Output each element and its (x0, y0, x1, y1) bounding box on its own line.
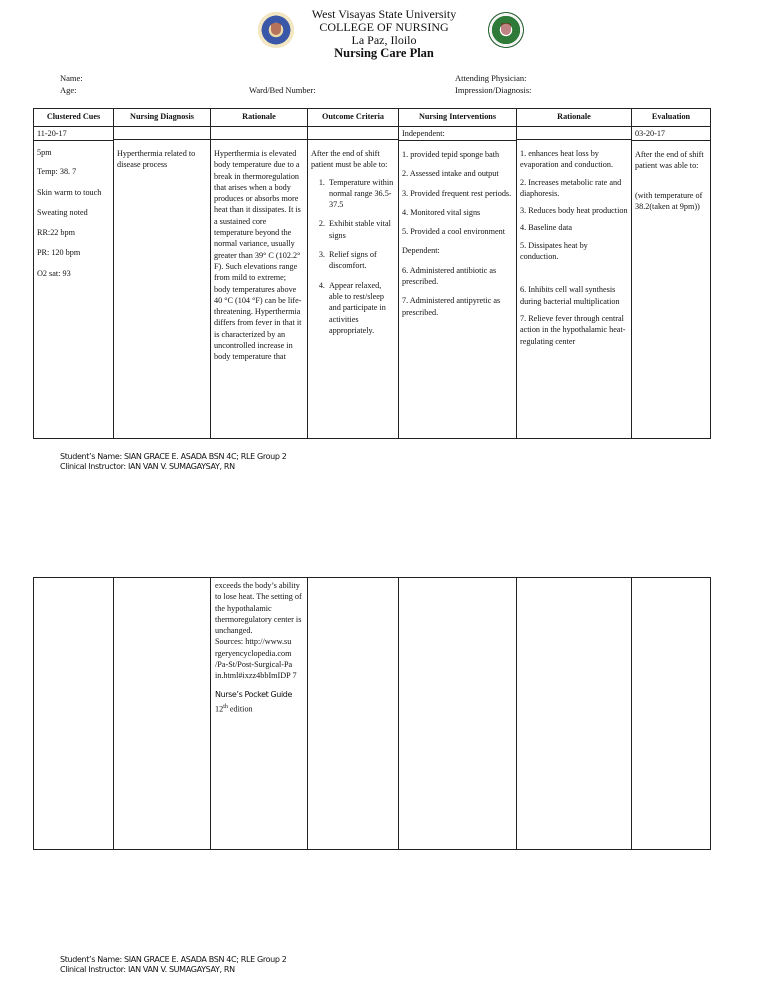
sources-text: Sources: http://www.su rgeryencyclopedia.com /Pa-St/Post-Surgical-Pa in.html#ixzz4bbImIDP 7 (215, 637, 297, 681)
university-name: West Visayas State University (311, 7, 457, 21)
cue-item: RR:22 bpm (37, 228, 75, 238)
care-plan-table-continued (33, 577, 711, 850)
intervention-item: 5. Provided a cool environment (402, 227, 506, 237)
eval-text: After the end of shift patient was able to: (635, 150, 704, 171)
impression-field: Impression/Diagnosis: (455, 85, 532, 95)
outcome-item: 2. Exhibit stable vital signs (327, 218, 395, 241)
intervention-item: 7. Administered antipyretic as prescribed. (402, 296, 501, 317)
cues-cell (34, 127, 114, 439)
int-rationale-cell (517, 127, 632, 439)
int-rationale-item: 2. Increases metabolic rate and diaphoresis. (520, 177, 622, 198)
table-row (34, 578, 711, 850)
int-rationale-item: 6. Inhibits cell wall synthesis during bacterial multiplication (520, 285, 620, 306)
col-header: Rationale (211, 109, 308, 127)
int-rationale-item: 5. Dissipates heat by conduction. (520, 240, 588, 262)
col-header: Nursing Interventions (399, 109, 517, 127)
name-field: Name: (60, 73, 83, 83)
intervention-item: 4. Monitored vital signs (402, 207, 481, 217)
outcome-cell-cont (308, 578, 399, 850)
intervention-item: 3. Provided frequent rest periods. (402, 188, 512, 198)
cue-item: O2 sat: 93 (37, 268, 71, 278)
table-row (34, 127, 711, 439)
outcome-item: 3. Relief signs of discomfort. (327, 249, 395, 272)
intervention-item: 6. Administered antibiotic as prescribed. (402, 265, 497, 287)
diagnosis-cell-cont (114, 578, 211, 850)
cue-date: 11-20-17 (34, 127, 113, 141)
cue-item: Skin warm to touch (37, 187, 102, 197)
location: La Paz, Iloilo (351, 33, 417, 47)
outcome-intro: After the end of shift patient must be able to: (311, 149, 388, 170)
outcome-item: 4. Appear relaxed, able to rest/sleep and participate in activities appropriately. (327, 280, 395, 336)
outcome-item: 1. Temperature within normal range 36.5-37.5 (327, 177, 395, 211)
outcome-cell (308, 127, 399, 439)
eval-date: 03-20-17 (632, 127, 710, 141)
diagnosis-text: Hyperthermia related to disease process (117, 149, 196, 170)
physician-field: Attending Physician: (455, 73, 527, 83)
rationale-text-cont: exceeds the body’s ability to lose heat. The setting of the hypothalamic thermoregulatory center is unchanged. (215, 581, 302, 636)
interventions-cell (399, 127, 517, 439)
intervention-item: 2. Assessed intake and output (402, 169, 499, 179)
col-header: Rationale (517, 109, 632, 127)
cue-item: Temp: 38. 7 (37, 167, 77, 177)
cue-item: Sweating noted (37, 207, 88, 217)
evaluation-cell (632, 127, 711, 439)
dependent-label: Dependent: (402, 246, 440, 256)
int-rationale-cell-cont (517, 578, 632, 850)
edition-word: edition (227, 704, 253, 714)
rationale-cell (211, 127, 308, 439)
int-rationale-item: 3. Reduces body heat production (520, 206, 628, 216)
edition-suffix: th (223, 703, 228, 710)
col-header: Nursing Diagnosis (114, 109, 211, 127)
evaluation-cell-cont (632, 578, 711, 850)
cues-cell-cont (34, 578, 114, 850)
student-name: Student’s Name: SIAN GRACE E. ASADA BSN 4C; RLE Group 2 (60, 955, 287, 964)
table-header-row (34, 109, 711, 127)
int-rationale-item: 4. Baseline data (520, 223, 573, 233)
cue-item: PR: 120 bpm (37, 248, 81, 258)
int-rationale-item: 1. enhances heat loss by evaporation and conduction. (520, 149, 613, 170)
doc-title: Nursing Care Plan (334, 46, 434, 60)
outcome-list (311, 177, 395, 337)
clinical-instructor: Clinical Instructor: IAN VAN V. SUMAGAYSAY, RN (60, 965, 235, 974)
rationale-cell-cont (211, 578, 308, 850)
col-header: Evaluation (632, 109, 711, 127)
clinical-instructor: Clinical Instructor: IAN VAN V. SUMAGAYSAY, RN (60, 462, 235, 471)
diagnosis-cell (114, 127, 211, 439)
int-rationale-item: 7. Relieve fever through central action in the hypothalamic heat-regulating center (520, 313, 626, 346)
intervention-item: 1. provided tepid sponge bath (402, 150, 500, 159)
edition-number: 12 (215, 704, 224, 714)
edition (215, 702, 303, 715)
interventions-cell-cont (399, 578, 517, 850)
document-header (0, 8, 768, 60)
care-plan-table (33, 108, 711, 439)
pocket-guide: Nurse’s Pocket Guide (215, 689, 292, 699)
eval-text: (with temperature of 38.2(taken at 9pm)) (635, 190, 703, 211)
col-header: Outcome Criteria (308, 109, 399, 127)
rationale-text: Hyperthermia is elevated body temperature due to a break in thermoregulation that arises when a body produces or absorbs more heat than it dissipates. It is a sustained core temperature beyond the normal variance, usually greater than 39° C (102.2° F). Such elevations range from mild to extreme; body temperatures above 40 °C (104 °F) can be life-threatening. Hyperthermia differs from fever in that it is characterized by an uncontrolled increase in body temperature that (214, 149, 302, 362)
ward-field: Ward/Bed Number: (249, 85, 316, 95)
col-header: Clustered Cues (34, 109, 114, 127)
student-name: Student’s Name: SIAN GRACE E. ASADA BSN 4C; RLE Group 2 (60, 452, 287, 461)
independent-label: Independent: (399, 127, 516, 141)
cue-item: 5pm (37, 148, 52, 157)
college-name: COLLEGE OF NURSING (319, 20, 449, 34)
age-field: Age: (60, 85, 77, 95)
